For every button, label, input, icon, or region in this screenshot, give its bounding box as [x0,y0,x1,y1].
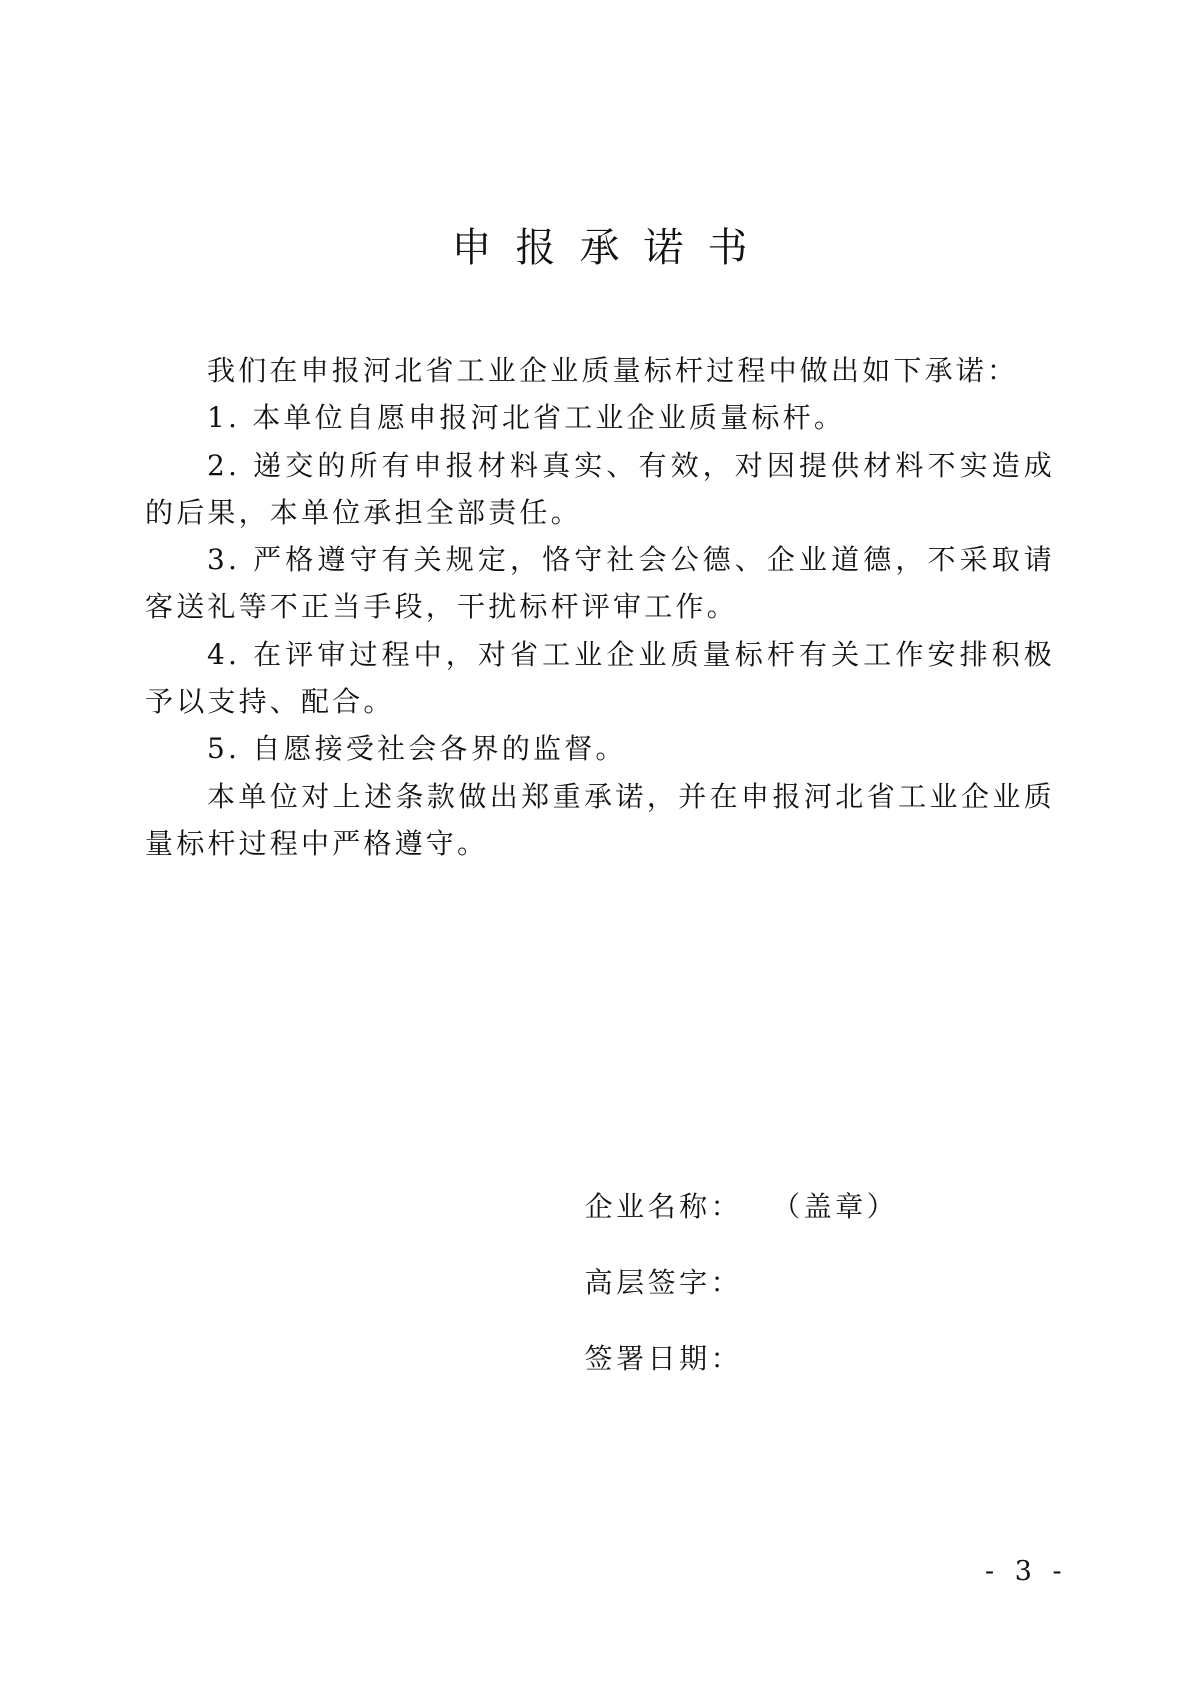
intro-paragraph: 我们在申报河北省工业企业质量标杆过程中做出如下承诺： [207,354,1019,387]
document-body [145,347,1055,867]
commitment-item-1: 1. 本单位自愿申报河北省工业企业质量标杆。 [207,401,846,435]
commitment-item-5: 5. 自愿接受社会各界的监督。 [207,732,627,766]
executive-signature-label: 高层签字： [584,1266,743,1299]
commitment-item-3: 3. 严格遵守有关规定，恪守社会公德、企业道德，不采取请客送礼等不正当手段，干扰标杆评审工作。 [145,543,1055,624]
signature-block [535,1135,899,1375]
signing-date-label: 签署日期： [584,1342,743,1375]
company-name-line [535,1135,899,1223]
closing-paragraph: 本单位对上述条款做出郑重承诺，并在申报河北省工业企业质量标杆过程中严格遵守。 [145,779,1055,860]
seal-note: （盖章） [772,1190,899,1223]
document-title: 申报承诺书 [451,225,772,271]
commitment-item-2: 2. 递交的所有申报材料真实、有效，对因提供材料不实造成的后果，本单位承担全部责任。 [145,448,1055,529]
company-name-label: 企业名称： [584,1190,743,1223]
page-number: - 3 - [985,1556,1068,1587]
commitment-item-4: 4. 在评审过程中，对省工业企业质量标杆有关工作安排积极予以支持、配合。 [145,637,1055,719]
